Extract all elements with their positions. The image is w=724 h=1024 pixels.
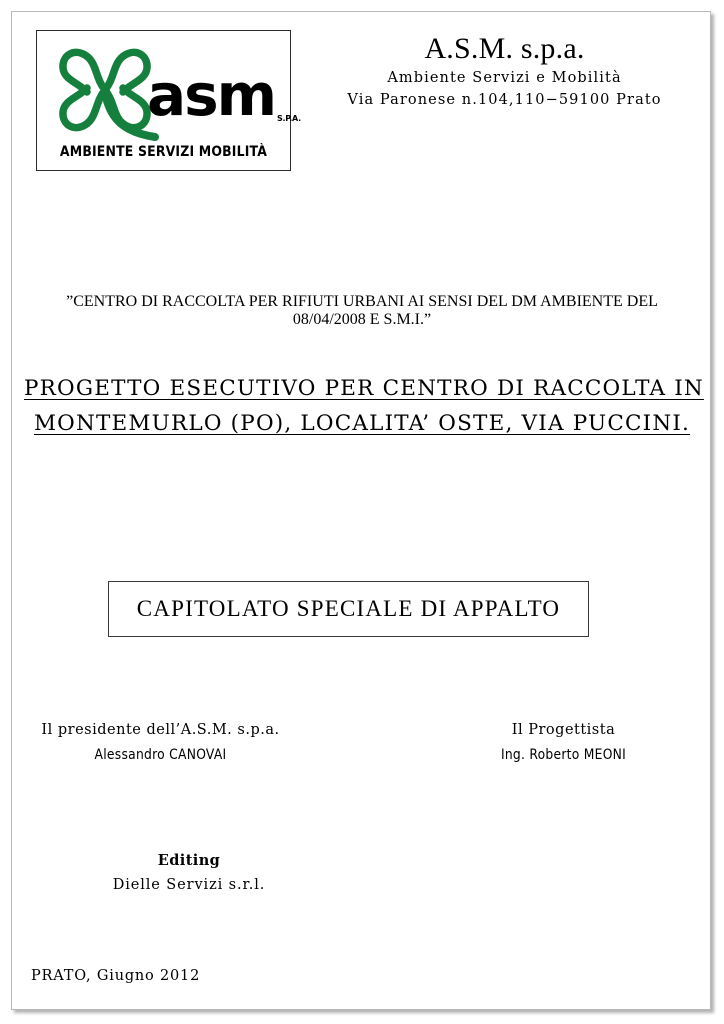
logo-legal-suffix: S.P.A.	[277, 114, 301, 123]
title-quoted-line-2: DEL DM AMBIENTE DEL 08/04/2008 E S.M.I.”	[292, 293, 658, 328]
editing-label: Editing	[157, 852, 221, 869]
footer-place-date: PRATO, Giugno 2012	[31, 968, 201, 984]
document-title-quoted	[34, 293, 690, 329]
signature-block-president	[24, 717, 387, 768]
signature-block-designer	[387, 717, 700, 768]
signature-row	[24, 717, 700, 768]
editing-block	[24, 848, 354, 899]
company-logo-box	[36, 30, 301, 171]
company-name: A.S.M. s.p.a.	[424, 32, 585, 65]
title-underlined-line-2: MONTEMURLO (PO), LOCALITA’ OSTE, VIA PUCCINI.	[33, 410, 691, 436]
document-page	[11, 11, 711, 1010]
title-underlined-line-1: PROGETTO ESECUTIVO PER CENTRO DI RACCOLTA IN	[24, 376, 704, 401]
document-subtitle-box	[108, 581, 589, 637]
title-quoted-line-1: ”CENTRO DI RACCOLTA PER RIFIUTI URBANI AI SENSI	[66, 293, 473, 310]
president-role: Il presidente dell’A.S.M. s.p.a.	[41, 722, 280, 738]
company-address: Via Paronese n.104,110−59100 Prato	[347, 91, 662, 108]
document-title-underlined	[24, 372, 704, 442]
company-subtitle: Ambiente Servizi e Mobilità	[387, 69, 622, 86]
designer-name: Ing. Roberto MEONI	[500, 747, 627, 764]
president-name: Alessandro CANOVAI	[94, 747, 227, 764]
designer-role: Il Progettista	[511, 722, 616, 738]
editing-company: Dielle Servizi s.r.l.	[112, 877, 266, 894]
header-block	[312, 32, 697, 111]
logo-inner	[37, 31, 301, 170]
document-subtitle: CAPITOLATO SPECIALE DI APPALTO	[136, 596, 561, 621]
logo-tagline: AMBIENTE SERVIZI MOBILITÀ	[59, 144, 268, 160]
logo-wordmark: asm	[147, 61, 276, 129]
four-leaf-clover-icon	[51, 36, 159, 146]
